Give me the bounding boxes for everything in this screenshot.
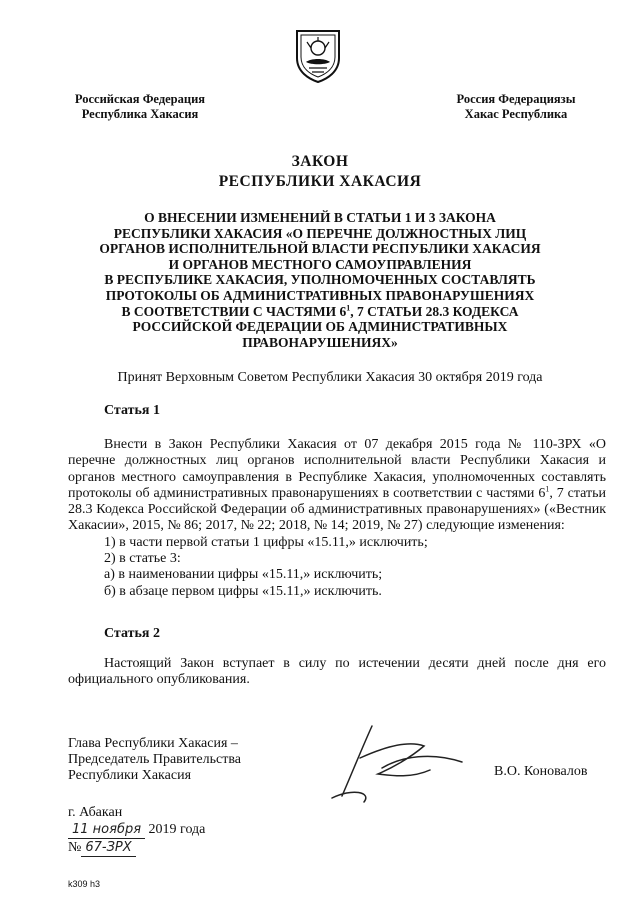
- article-1-intro: [68, 437, 606, 535]
- subject-line5: В РЕСПУБЛИКЕ ХАКАСИЯ, УПОЛНОМОЧЕННЫХ СОСТАВЛЯТЬ: [104, 272, 536, 288]
- article-2-body: [68, 656, 606, 689]
- article-1-intro-a: Внести в Закон Республики Хакасия от 07 декабря 2015 года № 110-ЗРХ «О перечне должностных лиц органов исполнительной власти Республики Хакасия и органов местного самоуправления в Республике Хакасия, уполномоченных составлять протоколы об административных правонарушениях в соответствии с частями 6: [68, 437, 606, 501]
- subject-line3: ОРГАНОВ ИСПОЛНИТЕЛЬНОЙ ВЛАСТИ РЕСПУБЛИКИ ХАКАСИЯ: [99, 241, 541, 257]
- subject-line7-a: В СООТВЕТСТВИИ С ЧАСТЯМИ 6: [121, 303, 347, 319]
- article-1-item-2a: а) в наименовании цифры «15.11,» исключить;: [104, 567, 383, 583]
- article-1-heading: Статья 1: [104, 403, 160, 418]
- article-1-item-1: 1) в части первой статьи 1 цифры «15.11,» исключить;: [104, 534, 428, 550]
- place-and-date: [68, 804, 205, 857]
- subject-line9: ПРАВОНАРУШЕНИЯХ»: [242, 334, 398, 350]
- signer-name: В.О. Коновалов: [494, 764, 588, 779]
- signatory-role-line1: Глава Республики Хакасия –: [68, 736, 238, 751]
- article-2-heading: Статья 2: [104, 626, 160, 641]
- subject-line8: РОССИЙСКОЙ ФЕДЕРАЦИИ ОБ АДМИНИСТРАТИВНЫХ: [132, 319, 508, 335]
- signatory-role-line2: Председатель Правительства: [68, 752, 241, 767]
- article-1-intro-sup: 1: [545, 484, 550, 494]
- city: г. Абакан: [68, 805, 123, 820]
- article-1-body: [68, 437, 606, 600]
- handwritten-law-number: 67-ЗРХ: [81, 839, 135, 857]
- header-left-line2: Республика Хакасия: [81, 107, 199, 121]
- title-line2: РЕСПУБЛИКИ ХАКАСИЯ: [218, 173, 422, 190]
- signatory-title: [68, 736, 241, 784]
- document-title: [60, 152, 580, 192]
- date-year: 2019 года: [148, 822, 206, 837]
- subject-line2: РЕСПУБЛИКИ ХАКАСИЯ «О ПЕРЕЧНЕ ДОЛЖНОСТНЫХ ЛИЦ: [113, 225, 527, 241]
- law-subject: [60, 210, 580, 350]
- article-1-item-2: 2) в статье 3:: [104, 551, 181, 567]
- header-right-line1: Россия Федерациязы: [456, 92, 576, 106]
- subject-line6: ПРОТОКОЛЫ ОБ АДМИНИСТРАТИВНЫХ ПРАВОНАРУШЕНИЯХ: [105, 287, 535, 303]
- article-2-text: Настоящий Закон вступает в силу по истечении десяти дней после дня его официального опубликования.: [68, 656, 606, 688]
- subject-line7-b: , 7 СТАТЬИ 28.3 КОДЕКСА: [350, 303, 519, 319]
- subject-line1: О ВНЕСЕНИИ ИЗМЕНЕНИЙ В СТАТЬИ 1 И 3 ЗАКОНА: [144, 210, 496, 225]
- header-left-line1: Российская Федерация: [74, 92, 206, 106]
- title-line1: ЗАКОН: [291, 153, 349, 170]
- coat-of-arms-emblem: [293, 28, 343, 84]
- date-line: [68, 821, 205, 839]
- header-right-line2: Хакас Республика: [464, 107, 568, 121]
- article-1-intro-b: , 7 статьи 28.3 Кодекса Российской Федерации об административных правонарушениях» («Вестник Хакасии», 2015, № 86; 2017, № 22; 2018, № 14; 2019, № 27) следующие изменения:: [68, 485, 607, 534]
- signatory-role-line3: Республики Хакасия: [68, 768, 192, 783]
- subject-line7-sup: 1: [346, 303, 351, 313]
- header-left: [56, 92, 224, 122]
- subject-line7: [60, 304, 580, 320]
- handwritten-signature: [312, 718, 482, 804]
- subject-line4: И ОРГАНОВ МЕСТНОГО САМОУПРАВЛЕНИЯ: [168, 256, 472, 272]
- header-right: [432, 92, 600, 122]
- law-number: [68, 839, 205, 857]
- handwritten-date: 11 ноября: [68, 821, 145, 839]
- article-1-item-2b: б) в абзаце первом цифры «15.11,» исключить.: [104, 583, 382, 599]
- law-number-prefix: №: [68, 840, 82, 855]
- adoption-line: Принят Верховным Советом Республики Хакасия 30 октября 2019 года: [117, 370, 543, 385]
- footer-code: k309 h3: [68, 879, 101, 889]
